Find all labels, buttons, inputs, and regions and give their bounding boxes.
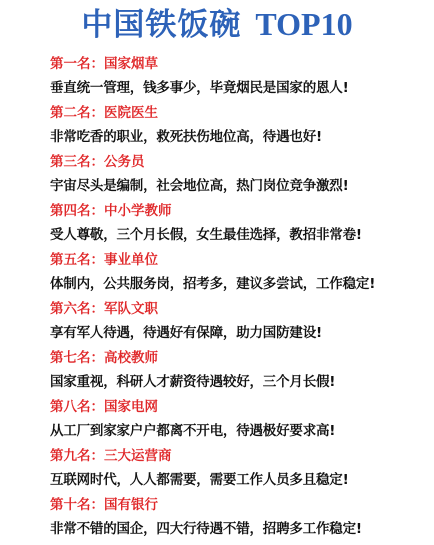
rank-heading: 第四名：中小学教师 xyxy=(50,203,172,219)
list-item xyxy=(0,197,434,246)
rank-heading: 第七名：高校教师 xyxy=(50,350,158,366)
list-item xyxy=(0,442,434,491)
rank-description: 从工厂到家家户户都离不开电，待遇极好要求高! xyxy=(50,423,336,439)
rank-heading: 第一名：国家烟草 xyxy=(50,56,158,72)
list-item xyxy=(0,491,434,540)
rank-description: 垂直统一管理，钱多事少，毕竟烟民是国家的恩人! xyxy=(50,80,349,96)
title-english: TOP10 xyxy=(255,6,353,42)
list-item xyxy=(0,246,434,295)
rank-description: 非常吃香的职业，救死扶伤地位高，待遇也好! xyxy=(50,129,322,145)
rank-heading: 第六名：军队文职 xyxy=(50,301,158,317)
list-item xyxy=(0,99,434,148)
rank-heading: 第九名：三大运营商 xyxy=(50,448,172,464)
rank-description: 受人尊敬，三个月长假，女生最佳选择，教招非常卷! xyxy=(50,227,362,243)
page-title xyxy=(0,2,434,46)
list-item xyxy=(0,50,434,99)
rank-description: 非常不错的国企，四大行待遇不错，招聘多工作稳定! xyxy=(50,521,362,537)
rank-description: 互联网时代，人人都需要，需要工作人员多且稳定! xyxy=(50,472,349,488)
rank-heading: 第二名：医院医生 xyxy=(50,105,158,121)
rank-description: 享有军人待遇，待遇好有保障，助力国防建设! xyxy=(50,325,322,341)
rank-heading: 第八名：国家电网 xyxy=(50,399,158,415)
rank-description: 体制内，公共服务岗，招考多，建议多尝试，工作稳定! xyxy=(50,276,376,292)
list-item xyxy=(0,344,434,393)
rank-description: 宇宙尽头是编制，社会地位高，热门岗位竞争激烈! xyxy=(50,178,349,194)
list-item xyxy=(0,148,434,197)
rank-heading: 第十名：国有银行 xyxy=(50,497,158,513)
list-item xyxy=(0,393,434,442)
rank-heading: 第五名：事业单位 xyxy=(50,252,158,268)
list-item xyxy=(0,295,434,344)
ranking-list xyxy=(0,50,434,540)
rank-heading: 第三名：公务员 xyxy=(50,154,145,170)
title-chinese: 中国铁饭碗 xyxy=(81,7,242,43)
rank-description: 国家重视，科研人才薪资待遇较好，三个月长假! xyxy=(50,374,336,390)
